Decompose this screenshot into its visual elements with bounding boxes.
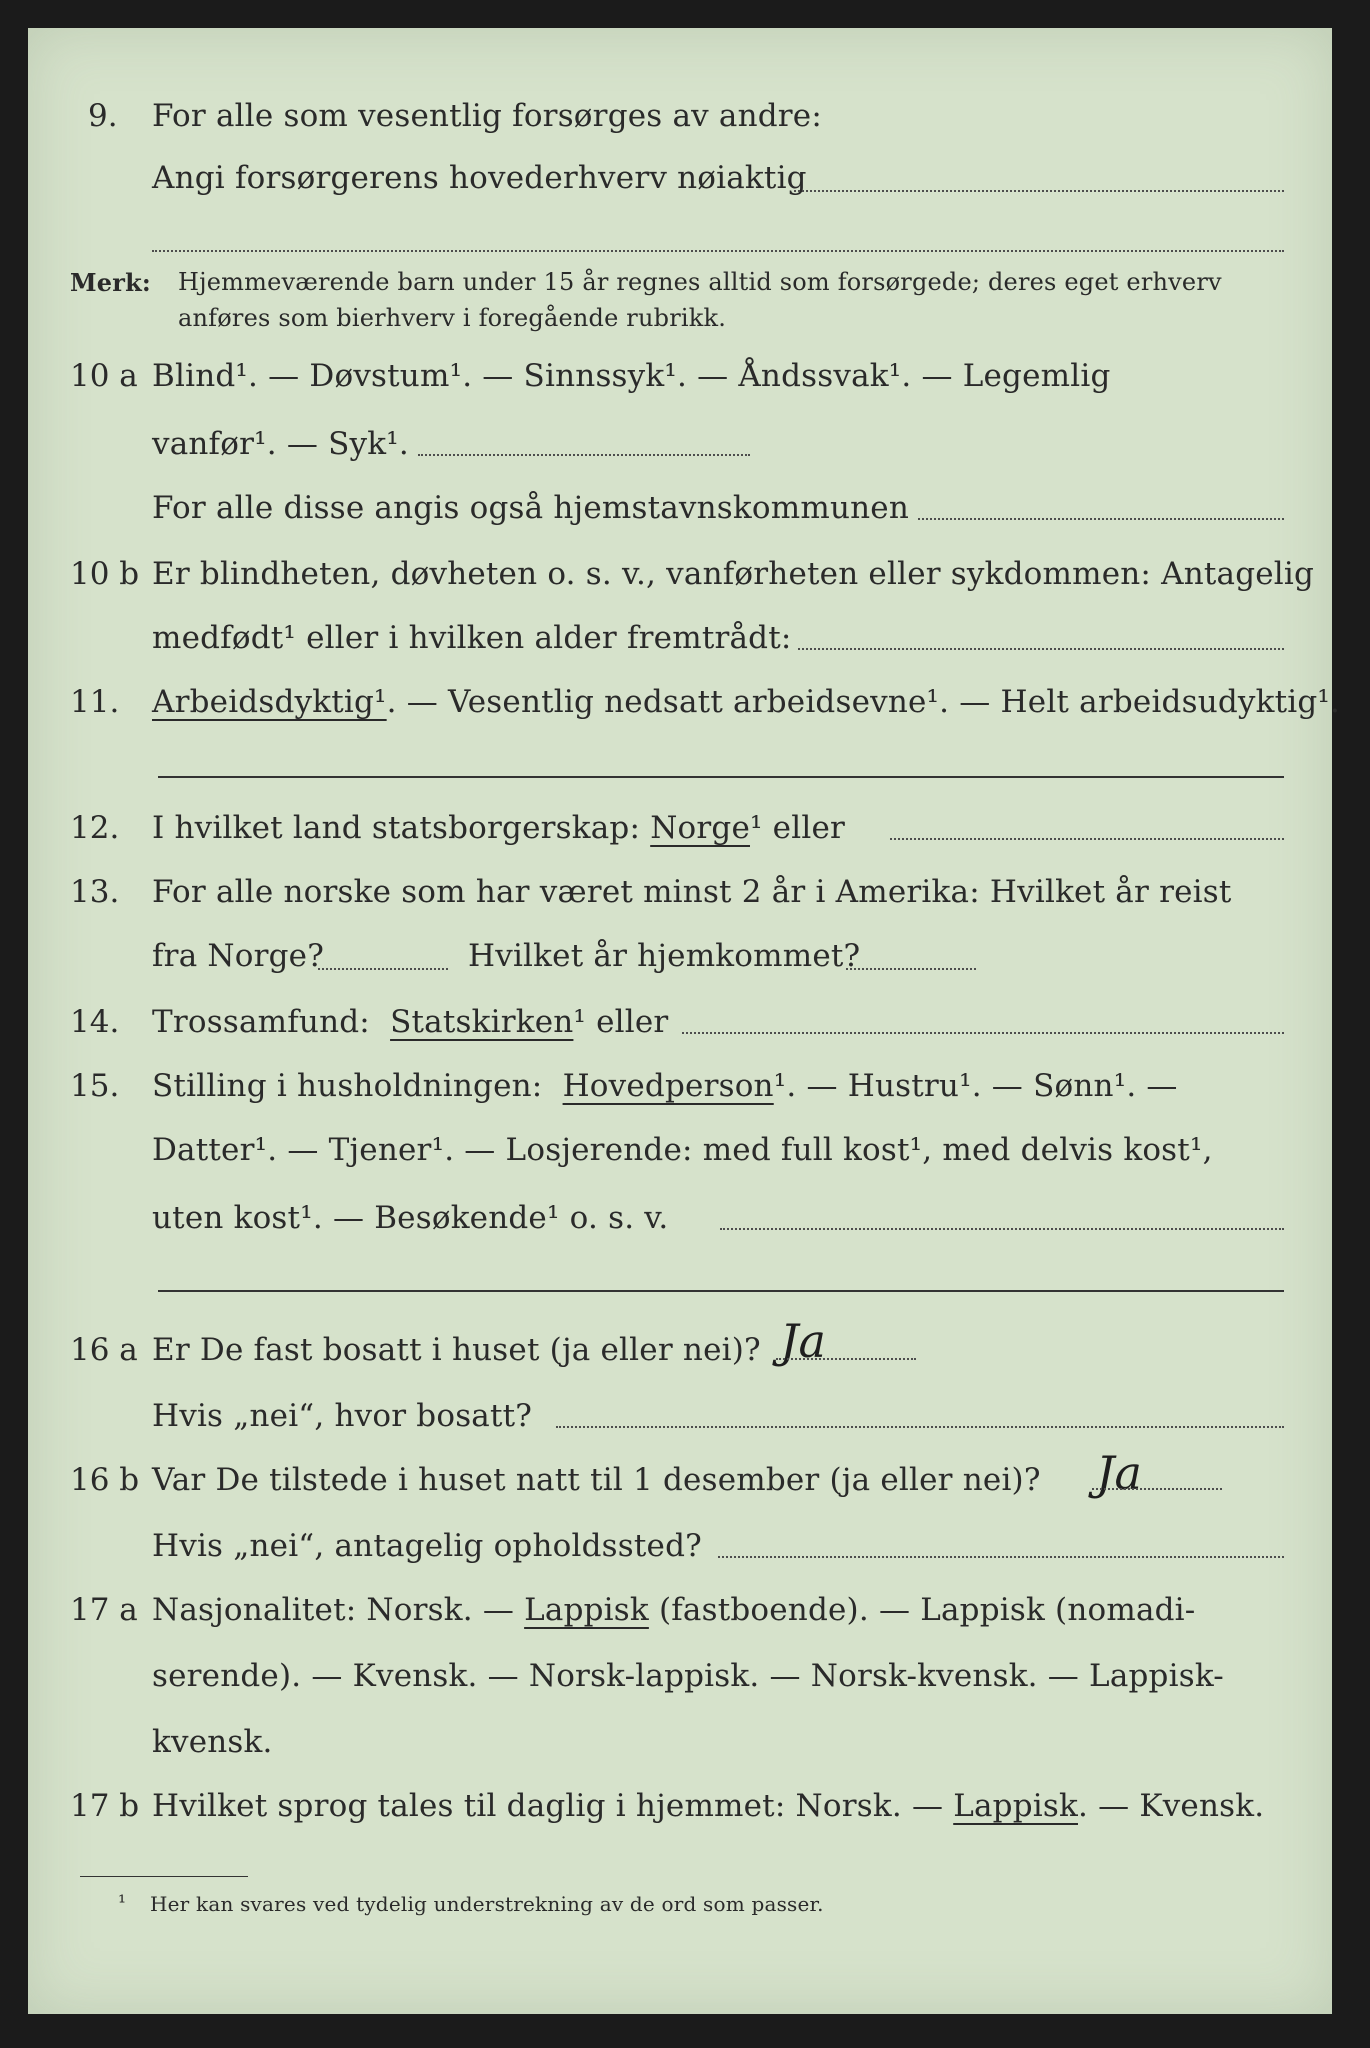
q13-line1: For alle norske som har været minst 2 år i Amerika: Hvilket år reist — [152, 874, 1232, 910]
q16b-number: 16 b — [70, 1462, 140, 1498]
q13-line2a: fra Norge? — [152, 938, 325, 974]
q16a-line2: Hvis „nei“, hvor bosatt? — [152, 1398, 533, 1434]
q10a-answer-line[interactable] — [418, 454, 750, 456]
q15-line1 — [152, 1068, 1178, 1104]
q10b-line1: Er blindheten, døvheten o. s. v., vanførheten eller sykdommen: Antagelig — [152, 556, 1315, 592]
q13-year-returned-line[interactable] — [846, 968, 976, 970]
q14-post: ¹ eller — [573, 1004, 669, 1040]
q17b-line — [152, 1788, 1264, 1824]
q15-answer-line-2[interactable] — [158, 1290, 1284, 1292]
q14-line — [152, 1004, 668, 1040]
q11-option-arbeidsdyktig[interactable]: Arbeidsdyktig¹ — [152, 684, 387, 720]
q14-pre: Trossamfund: — [152, 1004, 370, 1040]
q14-option-statskirken[interactable]: Statskirken — [390, 1004, 574, 1040]
q17a-option-lappisk[interactable]: Lappisk — [524, 1592, 649, 1628]
q15-pre: Stilling i husholdningen: — [152, 1068, 543, 1104]
q17a-line3: kvensk. — [152, 1724, 273, 1760]
q10b-number: 10 b — [70, 556, 140, 592]
q10b-answer-line[interactable] — [798, 648, 1284, 650]
q16a-answer-line[interactable] — [776, 1358, 916, 1360]
q16a-line1: Er De fast bosatt i huset (ja eller nei)? — [152, 1332, 761, 1368]
footnote-rule — [80, 1876, 248, 1877]
q9-line2: Angi forsørgerens hovederhverv nøiaktig — [152, 160, 807, 196]
q13-number: 13. — [70, 874, 120, 910]
q17b-pre: Hvilket sprog tales til daglig i hjemmet: Norsk. — — [152, 1788, 944, 1824]
q16a-where-line[interactable] — [556, 1426, 1284, 1428]
q13-year-left-line[interactable] — [318, 968, 448, 970]
q16b-line1: Var De tilstede i huset natt til 1 desember (ja eller nei)? — [152, 1462, 1041, 1498]
q17a-number: 17 a — [70, 1592, 138, 1628]
q17a-post: (fastboende). — Lappisk (nomadi- — [658, 1592, 1196, 1628]
census-form-page — [28, 28, 1341, 2014]
q15-line3: uten kost¹. — Besøkende¹ o. s. v. — [152, 1200, 669, 1236]
q10a-line2: vanfør¹. — Syk¹. — [152, 426, 409, 462]
q12-post: ¹ eller — [750, 810, 846, 846]
q10a-line3: For alle disse angis også hjemstavnskommunen — [152, 490, 909, 526]
merk-label: Merk: — [70, 268, 151, 297]
q14-answer-line[interactable] — [682, 1032, 1284, 1034]
q9-answer-line[interactable] — [794, 190, 1284, 192]
footnote-mark: ¹ — [118, 1890, 127, 1914]
q15-answer-line[interactable] — [720, 1228, 1284, 1230]
q16b-answer-line[interactable] — [1092, 1488, 1222, 1490]
q17a-pre: Nasjonalitet: Norsk. — — [152, 1592, 515, 1628]
merk-line1: Hjemmeværende barn under 15 år regnes alltid som forsørgede; deres eget erhverv — [178, 268, 1222, 296]
q10b-line2: medfødt¹ eller i hvilken alder fremtrådt: — [152, 620, 792, 656]
q12-number: 12. — [70, 810, 120, 846]
q16a-handwritten-answer[interactable]: Ja — [780, 1314, 826, 1368]
q11-answer-line[interactable] — [158, 776, 1284, 778]
q17b-option-lappisk[interactable]: Lappisk — [953, 1788, 1078, 1824]
q12-answer-line[interactable] — [890, 838, 1284, 840]
q10a-hometown-line[interactable] — [918, 518, 1284, 520]
q11-rest: . — Vesentlig nedsatt arbeidsevne¹. — Helt arbeidsudyktig¹. — [386, 684, 1341, 720]
q15-line2: Datter¹. — Tjener¹. — Losjerende: med full kost¹, med delvis kost¹, — [152, 1132, 1213, 1168]
q14-number: 14. — [70, 1004, 120, 1040]
q17a-line1 — [152, 1592, 1195, 1628]
q9-number: 9. — [88, 98, 118, 134]
q10a-line1: Blind¹. — Døvstum¹. — Sinnssyk¹. — Åndssvak¹. — Legemlig — [152, 358, 1111, 394]
q16b-line2: Hvis „nei“, antagelig opholdssted? — [152, 1528, 702, 1564]
q11-number: 11. — [70, 684, 120, 720]
footnote-text: Her kan svares ved tydelig understrekning av de ord som passer. — [150, 1892, 824, 1916]
q16b-handwritten-answer[interactable]: Ja — [1096, 1446, 1142, 1500]
q9-line1: For alle som vesentlig forsørges av andre: — [152, 98, 822, 134]
q9-answer-line-2[interactable] — [152, 250, 1284, 252]
q12-line — [152, 810, 845, 846]
q17a-line2: serende). — Kvensk. — Norsk-lappisk. — Norsk-kvensk. — Lappisk- — [152, 1658, 1224, 1694]
q16b-place-line[interactable] — [718, 1556, 1284, 1558]
q13-line2b: Hvilket år hjemkommet? — [468, 938, 861, 974]
q12-option-norge[interactable]: Norge — [650, 810, 750, 846]
q11-line — [152, 684, 1340, 720]
q16a-number: 16 a — [70, 1332, 138, 1368]
q17b-number: 17 b — [70, 1788, 140, 1824]
q12-pre: I hvilket land statsborgerskap: — [152, 810, 641, 846]
q15-post: ¹. — Hustru¹. — Sønn¹. — — [773, 1068, 1178, 1104]
q17b-post: . — Kvensk. — [1077, 1788, 1265, 1824]
merk-line2: anføres som bierhverv i foregående rubrikk. — [178, 304, 727, 332]
q10a-number: 10 a — [70, 358, 138, 394]
q15-option-hovedperson[interactable]: Hovedperson — [562, 1068, 774, 1104]
q15-number: 15. — [70, 1068, 120, 1104]
